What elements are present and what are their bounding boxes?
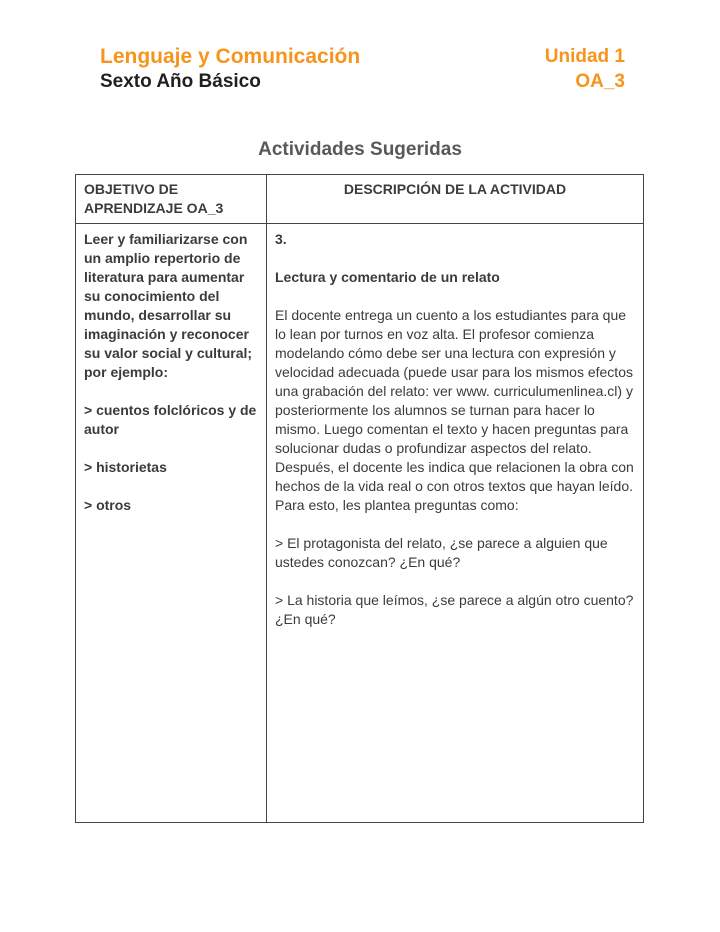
activity-number: 3. [275, 231, 287, 247]
unit-label: Unidad 1 [544, 46, 625, 67]
document-header [0, 0, 720, 94]
objective-paragraph: Leer y familiarizarse con un amplio repertorio de literatura para aumentar su conocimiento del mundo, desarrollar su imaginación y reconocer su valor social y cultural; por ejemplo: [84, 231, 253, 380]
activity-cell [267, 224, 644, 823]
activities-table [75, 174, 644, 823]
table-header-row [76, 175, 644, 224]
objective-cell [76, 224, 267, 823]
header-left-block [100, 44, 360, 94]
table-body-row [76, 224, 644, 823]
activity-body: El docente entrega un cuento a los estudiantes para que lo lean por turnos en voz alta. El profesor comienza modelando cómo debe ser una lectura con expresión y velocidad adecuada (puede usar para los mismos efectos una grabación del relato: ver www. curriculumenlinea.cl) y posteriormente los alumnos se turnan para hacer lo mismo. Luego comentan el texto y hacen preguntas para solucionar dudas o profundizar aspectos del relato. Después, el docente les indica que relacionen la obra con hechos de la vida real o con otros textos que hayan leído. Para esto, les plantea preguntas como: [275, 307, 634, 513]
activity-title: Lectura y comentario de un relato [275, 269, 500, 285]
objective-bullet: > historietas [84, 459, 167, 475]
activity-question: > La historia que leímos, ¿se parece a algún otro cuento? ¿En qué? [275, 592, 634, 627]
activity-question: > El protagonista del relato, ¿se parece a alguien que ustedes conozcan? ¿En qué? [275, 535, 608, 570]
objective-bullet: > otros [84, 497, 132, 513]
description-column-header: DESCRIPCIÓN DE LA ACTIVIDAD [267, 175, 644, 224]
objective-column-header: OBJETIVO DE APRENDIZAJE OA_3 [76, 175, 267, 224]
grade-title: Sexto Año Básico [100, 71, 261, 92]
page-title: Actividades Sugeridas [258, 139, 462, 160]
oa-code-label: OA_3 [575, 71, 625, 92]
header-right-block [545, 44, 625, 94]
objective-bullet: > cuentos folclóricos y de autor [84, 402, 257, 437]
subject-title: Lenguaje y Comunicación [100, 45, 361, 68]
